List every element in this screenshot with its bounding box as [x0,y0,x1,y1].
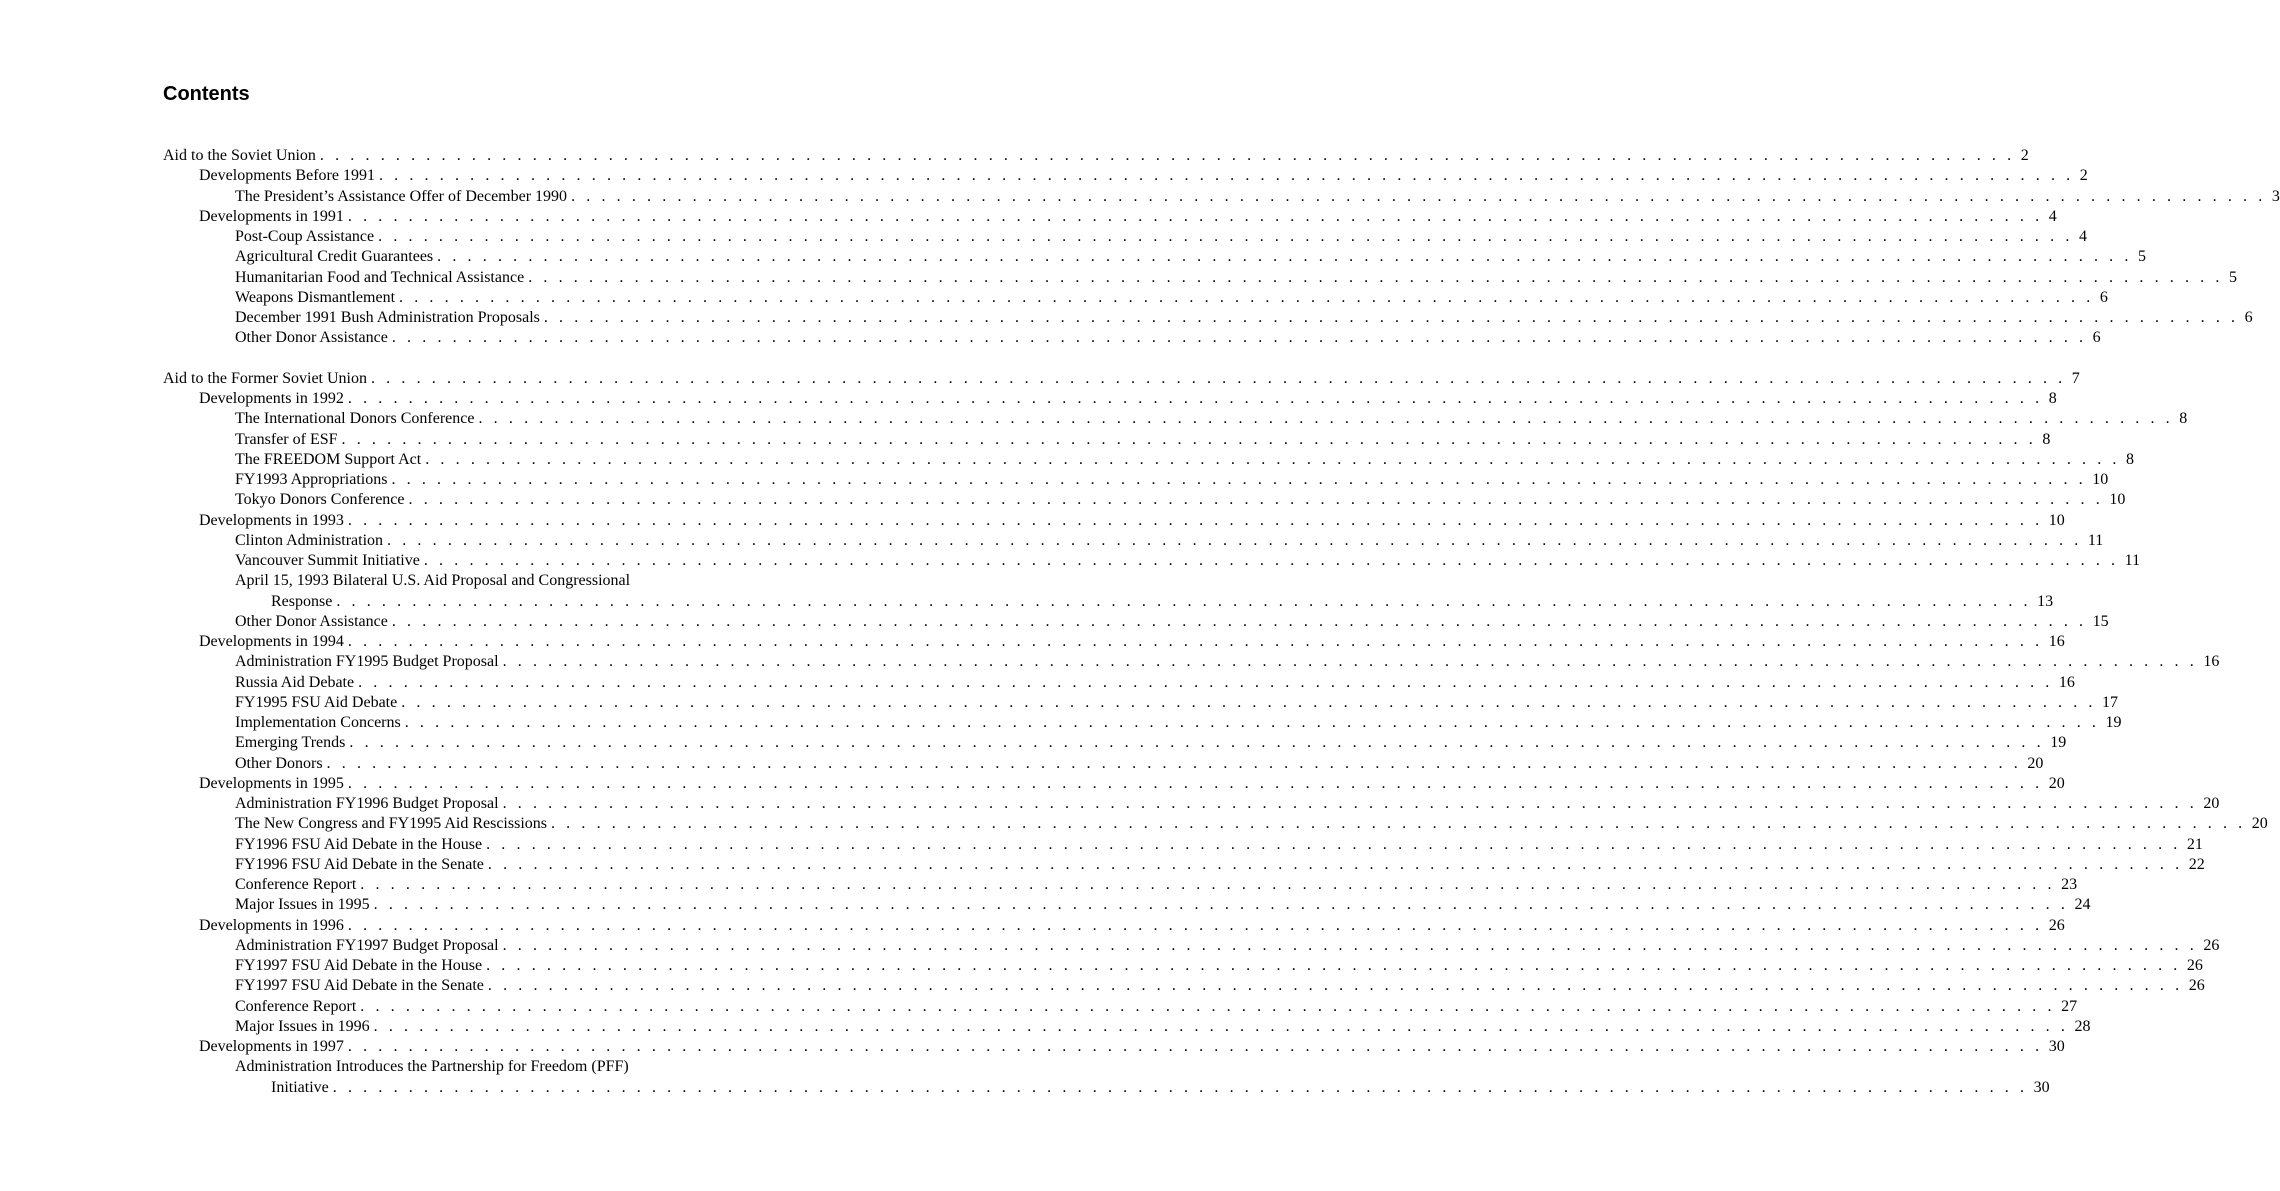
toc-page-number: 26 [2181,956,2203,976]
dot-leader: . . . . . . . . . . . . . . . . . . . . . . . . . . . . . . . . . . . . . . . . . . . . . . . . . . . . . . . . . . . . . . . . . . . . . . . . . . . . . . . . . . . . . . . . . . . . . . . . . . . . . . . . . . . . . . . . [487,855,2183,873]
toc-entry-title: Developments in 1997 [199,1037,348,1057]
toc-entry-title: Tokyo Donors Conference [235,490,409,510]
toc-entry-title: Conference Report [235,997,360,1017]
toc-page-number: 26 [2197,936,2219,956]
toc-entry-title: Transfer of ESF [235,430,342,450]
dot-leader: . . . . . . . . . . . . . . . . . . . . . . . . . . . . . . . . . . . . . . . . . . . . . . . . . . . . . . . . . . . . . . . . . . . . . . . . . . . . . . . . . . . . . . . . . . . . . . . . . . . . . . . . . . . . . . . . [332,1078,2028,1096]
toc-page-number: 3 [2266,187,2280,207]
dot-leader: . . . . . . . . . . . . . . . . . . . . . . . . . . . . . . . . . . . . . . . . . . . . . . . . . . . . . . . . . . . . . . . . . . . . . . . . . . . . . . . . . . . . . . . . . . . . . . . . . . . . . . . . . . . . . . . . [391,612,2087,630]
toc-entry[interactable] [0,369,2080,389]
toc-entry[interactable] [0,774,2065,794]
dot-leader: . . . . . . . . . . . . . . . . . . . . . . . . . . . . . . . . . . . . . . . . . . . . . . . . . . . . . . . . . . . . . . . . . . . . . . . . . . . . . . . . . . . . . . . . . . . . . . . . . . . . . . . . . . . . . . . . [319,147,2015,164]
dot-leader: . . . . . . . . . . . . . . . . . . . . . . . . . . . . . . . . . . . . . . . . . . . . . . . . . . . . . . . . . . . . . . . . . . . . . . . . . . . . . . . . . . . . . . . . . . . . . . . . . . . . . . . . . . . . . . . . [347,207,2043,225]
toc-page-number: 16 [2197,652,2219,672]
toc-entry[interactable] [0,288,2108,308]
dot-leader: . . . . . . . . . . . . . . . . . . . . . . . . . . . . . . . . . . . . . . . . . . . . . . . . . . . . . . . . . . . . . . . . . . . . . . . . . . . . . . . . . . . . . . . . . . . . . . . . . . . . . . . . . . . . . . . . [349,734,2045,752]
toc-entry[interactable] [0,571,920,591]
toc-page-number: 2 [2015,146,2029,166]
toc-entry-title: Emerging Trends [235,733,349,753]
dot-leader: . . . . . . . . . . . . . . . . . . . . . . . . . . . . . . . . . . . . . . . . . . . . . . . . . . . . . . . . . . . . . . . . . . . . . . . . . . . . . . . . . . . . . . . . . . . . . . . . . . . . . . . . . . . . . . . . [360,997,2056,1015]
toc-entry-title: Vancouver Summit Initiative [235,551,424,571]
dot-leader: . . . . . . . . . . . . . . . . . . . . . . . . . . . . . . . . . . . . . . . . . . . . . . . . . . . . . . . . . . . . . . . . . . . . . . . . . . . . . . . . . . . . . . . . . . . . . . . . . . . . . . . . . . . . . . . . [347,774,2043,792]
toc-entry[interactable] [0,1057,920,1077]
toc-page-number: 11 [2119,551,2140,571]
toc-entry-title: Initiative [271,1078,333,1098]
toc-page-number: 5 [2223,268,2237,288]
toc-page-number: 8 [2036,430,2050,450]
dot-leader: . . . . . . . . . . . . . . . . . . . . . . . . . . . . . . . . . . . . . . . . . . . . . . . . . . . . . . . . . . . . . . . . . . . . . . . . . . . . . . . . . . . . . . . . . . . . . . . . . . . . . . . . . . . . . . . . [404,714,2100,731]
dot-leader: . . . . . . . . . . . . . . . . . . . . . . . . . . . . . . . . . . . . . . . . . . . . . . . . . . . . . . . . . . . . . . . . . . . . . . . . . . . . . . . . . . . . . . . . . . . . . . . . . . . . . . . . . . . . . . . . [347,390,2043,407]
dot-leader: . . . . . . . . . . . . . . . . . . . . . . . . . . . . . . . . . . . . . . . . . . . . . . . . . . . . . . . . . . . . . . . . . . . . . . . . . . . . . . . . . . . . . . . . . . . . . . . . . . . . . . . . . . . . . . . . [399,288,2094,306]
dot-leader: . . . . . . . . . . . . . . . . . . . . . . . . . . . . . . . . . . . . . . . . . . . . . . . . . . . . . . . . . . . . . . . . . . . . . . . . . . . . . . . . . . . . . . . . . . . . . . . . . . . . . . . . . . . . . . . . [401,693,2097,711]
dot-leader: . . . . . . . . . . . . . . . . . . . . . . . . . . . . . . . . . . . . . . . . . . . . . . . . . . . . . . . . . . . . . . . . . . . . . . . . . . . . . . . . . . . . . . . . . . . . . . . . . . . . . . . . . . . . . . . . [571,187,2266,205]
dot-leader: . . . . . . . . . . . . . . . . . . . . . . . . . . . . . . . . . . . . . . . . . . . . . . . . . . . . . . . . . . . . . . . . . . . . . . . . . . . . . . . . . . . . . . . . . . . . . . . . . . . . . . . . . . . . . . . . [391,471,2087,488]
toc-entry[interactable] [0,430,2051,450]
toc-entry[interactable] [0,146,2029,166]
dot-leader: . . . . . . . . . . . . . . . . . . . . . . . . . . . . . . . . . . . . . . . . . . . . . . . . . . . . . . . . . . . . . . . . . . . . . . . . . . . . . . . . . . . . . . . . . . . . . . . . . . . . . . . . . . . . . . . . [502,795,2198,812]
dot-leader: . . . . . . . . . . . . . . . . . . . . . . . . . . . . . . . . . . . . . . . . . . . . . . . . . . . . . . . . . . . . . . . . . . . . . . . . . . . . . . . . . . . . . . . . . . . . . . . . . . . . . . . . . . . . . . . . [387,531,2082,549]
toc-entry-title: Post-Coup Assistance [235,227,378,247]
toc-page-number: 5 [2132,247,2146,267]
toc-entry[interactable] [0,835,2203,855]
toc-entry[interactable] [0,187,2280,207]
dot-leader: . . . . . . . . . . . . . . . . . . . . . . . . . . . . . . . . . . . . . . . . . . . . . . . . . . . . . . . . . . . . . . . . . . . . . . . . . . . . . . . . . . . . . . . . . . . . . . . . . . . . . . . . . . . . . . . . [486,957,2181,974]
toc-page-number: 10 [2086,470,2108,490]
dot-leader: . . . . . . . . . . . . . . . . . . . . . . . . . . . . . . . . . . . . . . . . . . . . . . . . . . . . . . . . . . . . . . . . . . . . . . . . . . . . . . . . . . . . . . . . . . . . . . . . . . . . . . . . . . . . . . . . [326,754,2022,772]
toc-page-number: 22 [2183,855,2205,875]
toc-page-number: 26 [2043,916,2065,936]
toc-entry-title: Response [271,592,336,612]
toc-page-number: 6 [2239,308,2253,328]
toc-entry[interactable] [0,754,2044,774]
toc-page-number: 19 [2100,713,2122,733]
toc-entry[interactable] [0,1078,2050,1098]
toc-entry[interactable] [0,531,2104,551]
toc-entry[interactable] [0,875,2078,895]
toc-page-number: 26 [2183,976,2205,996]
toc-entry-title: Developments in 1994 [199,632,348,652]
toc-entry[interactable] [0,936,2220,956]
toc-entry[interactable] [0,592,2054,612]
toc-entry[interactable] [0,916,2065,936]
dot-leader: . . . . . . . . . . . . . . . . . . . . . . . . . . . . . . . . . . . . . . . . . . . . . . . . . . . . . . . . . . . . . . . . . . . . . . . . . . . . . . . . . . . . . . . . . . . . . . . . . . . . . . . . . . . . . . . . [543,309,2239,326]
toc-entry[interactable] [0,450,2135,470]
toc-page-number: 8 [2120,450,2134,470]
toc-entry-title: Developments Before 1991 [199,166,379,186]
toc-page-number: 16 [2053,673,2075,693]
dot-leader: . . . . . . . . . . . . . . . . . . . . . . . . . . . . . . . . . . . . . . . . . . . . . . . . . . . . . . . . . . . . . . . . . . . . . . . . . . . . . . . . . . . . . . . . . . . . . . . . . . . . . . . . . . . . . . . . [502,653,2198,671]
toc-entry-title: Aid to the Soviet Union [163,146,320,166]
toc-entry-title: FY1997 FSU Aid Debate in the Senate [235,976,488,996]
toc-page-number: 23 [2055,875,2077,895]
dot-leader: . . . . . . . . . . . . . . . . . . . . . . . . . . . . . . . . . . . . . . . . . . . . . . . . . . . . . . . . . . . . . . . . . . . . . . . . . . . . . . . . . . . . . . . . . . . . . . . . . . . . . . . . . . . . . . . . [408,491,2104,509]
toc-entry[interactable] [0,855,2205,875]
toc-entry-title: December 1991 Bush Administration Proposals [235,308,544,328]
toc-entry-title: FY1995 FSU Aid Debate [235,693,401,713]
dot-leader: . . . . . . . . . . . . . . . . . . . . . . . . . . . . . . . . . . . . . . . . . . . . . . . . . . . . . . . . . . . . . . . . . . . . . . . . . . . . . . . . . . . . . . . . . . . . . . . . . . . . . . . . . . . . . . . . [347,511,2043,529]
toc-entry-title: Developments in 1995 [199,774,348,794]
toc-entry-title: The International Donors Conference [235,409,478,429]
table-of-contents [0,146,2280,1098]
toc-entry-title: Administration FY1995 Budget Proposal [235,652,503,672]
toc-page-number: 4 [2043,207,2057,227]
toc-page-number: 20 [2021,754,2043,774]
toc-entry-title: Other Donor Assistance [235,328,392,348]
dot-leader: . . . . . . . . . . . . . . . . . . . . . . . . . . . . . . . . . . . . . . . . . . . . . . . . . . . . . . . . . . . . . . . . . . . . . . . . . . . . . . . . . . . . . . . . . . . . . . . . . . . . . . . . . . . . . . . . [373,896,2069,914]
toc-entry-title: FY1993 Appropriations [235,470,391,490]
dot-leader: . . . . . . . . . . . . . . . . . . . . . . . . . . . . . . . . . . . . . . . . . . . . . . . . . . . . . . . . . . . . . . . . . . . . . . . . . . . . . . . . . . . . . . . . . . . . . . . . . . . . . . . . . . . . . . . . [487,977,2183,995]
toc-page-number: 19 [2044,733,2066,753]
dot-leader: . . . . . . . . . . . . . . . . . . . . . . . . . . . . . . . . . . . . . . . . . . . . . . . . . . . . . . . . . . . . . . . . . . . . . . . . . . . . . . . . . . . . . . . . . . . . . . . . . . . . . . . . . . . . . . . . [358,673,2053,691]
dot-leader: . . . . . . . . . . . . . . . . . . . . . . . . . . . . . . . . . . . . . . . . . . . . . . . . . . . . . . . . . . . . . . . . . . . . . . . . . . . . . . . . . . . . . . . . . . . . . . . . . . . . . . . . . . . . . . . . [347,633,2043,650]
toc-entry[interactable] [0,733,2067,753]
toc-page-number: 6 [2094,288,2108,308]
toc-entry[interactable] [0,1017,2091,1037]
dot-leader: . . . . . . . . . . . . . . . . . . . . . . . . . . . . . . . . . . . . . . . . . . . . . . . . . . . . . . . . . . . . . . . . . . . . . . . . . . . . . . . . . . . . . . . . . . . . . . . . . . . . . . . . . . . . . . . . [486,835,2181,853]
toc-page-number: 24 [2068,895,2090,915]
toc-page-number: 20 [2197,794,2219,814]
toc-entry-title: Humanitarian Food and Technical Assistance [235,268,528,288]
toc-page-number: 10 [2043,511,2065,531]
toc-entry[interactable] [0,997,2078,1017]
dot-leader: . . . . . . . . . . . . . . . . . . . . . . . . . . . . . . . . . . . . . . . . . . . . . . . . . . . . . . . . . . . . . . . . . . . . . . . . . . . . . . . . . . . . . . . . . . . . . . . . . . . . . . . . . . . . . . . . [502,936,2198,954]
toc-entry-title: FY1996 FSU Aid Debate in the House [235,835,486,855]
toc-entry-title: Weapons Dismantlement [235,288,399,308]
dot-leader: . . . . . . . . . . . . . . . . . . . . . . . . . . . . . . . . . . . . . . . . . . . . . . . . . . . . . . . . . . . . . . . . . . . . . . . . . . . . . . . . . . . . . . . . . . . . . . . . . . . . . . . . . . . . . . . . [347,1038,2043,1055]
toc-entry[interactable] [0,166,2088,186]
toc-page-number: 30 [2043,1037,2065,1057]
toc-page-number: 4 [2073,227,2087,247]
toc-entry-title: Administration Introduces the Partnership for Freedom (PFF) [235,1058,629,1076]
dot-leader: . . . . . . . . . . . . . . . . . . . . . . . . . . . . . . . . . . . . . . . . . . . . . . . . . . . . . . . . . . . . . . . . . . . . . . . . . . . . . . . . . . . . . . . . . . . . . . . . . . . . . . . . . . . . . . . . [391,329,2087,347]
dot-leader: . . . . . . . . . . . . . . . . . . . . . . . . . . . . . . . . . . . . . . . . . . . . . . . . . . . . . . . . . . . . . . . . . . . . . . . . . . . . . . . . . . . . . . . . . . . . . . . . . . . . . . . . . . . . . . . . [336,592,2032,610]
toc-entry-title: Other Donor Assistance [235,612,392,632]
toc-entry-title: Major Issues in 1996 [235,1017,374,1037]
toc-entry-title: The New Congress and FY1995 Aid Rescissions [235,814,551,834]
toc-entry-title: Agricultural Credit Guarantees [235,247,437,267]
toc-entry[interactable] [0,673,2075,693]
toc-entry[interactable] [0,713,2122,733]
contents-heading: Contents [163,83,250,105]
dot-leader: . . . . . . . . . . . . . . . . . . . . . . . . . . . . . . . . . . . . . . . . . . . . . . . . . . . . . . . . . . . . . . . . . . . . . . . . . . . . . . . . . . . . . . . . . . . . . . . . . . . . . . . . . . . . . . . . [347,916,2043,934]
toc-entry-title: Conference Report [235,875,360,895]
toc-page-number: 21 [2181,835,2203,855]
dot-leader: . . . . . . . . . . . . . . . . . . . . . . . . . . . . . . . . . . . . . . . . . . . . . . . . . . . . . . . . . . . . . . . . . . . . . . . . . . . . . . . . . . . . . . . . . . . . . . . . . . . . . . . . . . . . . . . . [360,876,2056,893]
toc-entry-title: Russia Aid Debate [235,673,358,693]
toc-page-number: 17 [2096,693,2118,713]
toc-entry-title: Major Issues in 1995 [235,895,374,915]
toc-entry-title: April 15, 1993 Bilateral U.S. Aid Proposal and Congressional [235,572,631,590]
dot-leader: . . . . . . . . . . . . . . . . . . . . . . . . . . . . . . . . . . . . . . . . . . . . . . . . . . . . . . . . . . . . . . . . . . . . . . . . . . . . . . . . . . . . . . . . . . . . . . . . . . . . . . . . . . . . . . . . [528,268,2223,286]
toc-page-number: 30 [2028,1078,2050,1098]
toc-page-number: 13 [2031,592,2053,612]
toc-page-number: 6 [2087,328,2101,348]
dot-leader: . . . . . . . . . . . . . . . . . . . . . . . . . . . . . . . . . . . . . . . . . . . . . . . . . . . . . . . . . . . . . . . . . . . . . . . . . . . . . . . . . . . . . . . . . . . . . . . . . . . . . . . . . . . . . . . . [425,450,2121,468]
toc-entry-title: Administration FY1996 Budget Proposal [235,794,503,814]
toc-entry[interactable] [0,652,2220,672]
toc-entry[interactable] [0,470,2109,490]
toc-entry-title: Developments in 1996 [199,916,348,936]
toc-entry[interactable] [0,409,2188,429]
dot-leader: . . . . . . . . . . . . . . . . . . . . . . . . . . . . . . . . . . . . . . . . . . . . . . . . . . . . . . . . . . . . . . . . . . . . . . . . . . . . . . . . . . . . . . . . . . . . . . . . . . . . . . . . . . . . . . . . [378,167,2074,185]
dot-leader: . . . . . . . . . . . . . . . . . . . . . . . . . . . . . . . . . . . . . . . . . . . . . . . . . . . . . . . . . . . . . . . . . . . . . . . . . . . . . . . . . . . . . . . . . . . . . . . . . . . . . . . . . . . . . . . . [437,248,2132,266]
toc-page-number: 8 [2173,409,2187,429]
toc-entry[interactable] [0,612,2109,632]
toc-entry[interactable] [0,693,2119,713]
toc-entry[interactable] [0,308,2253,328]
toc-entry[interactable] [0,814,2268,834]
dot-leader: . . . . . . . . . . . . . . . . . . . . . . . . . . . . . . . . . . . . . . . . . . . . . . . . . . . . . . . . . . . . . . . . . . . . . . . . . . . . . . . . . . . . . . . . . . . . . . . . . . . . . . . . . . . . . . . . [478,410,2174,428]
toc-entry[interactable] [0,895,2091,915]
toc-entry[interactable] [0,268,2237,288]
dot-leader: . . . . . . . . . . . . . . . . . . . . . . . . . . . . . . . . . . . . . . . . . . . . . . . . . . . . . . . . . . . . . . . . . . . . . . . . . . . . . . . . . . . . . . . . . . . . . . . . . . . . . . . . . . . . . . . . [423,552,2119,569]
toc-entry-title: Other Donors [235,754,327,774]
toc-page-number: 20 [2043,774,2065,794]
toc-entry-title: Developments in 1993 [199,511,348,531]
toc-entry-title: FY1997 FSU Aid Debate in the House [235,956,486,976]
toc-entry[interactable] [0,328,2101,348]
toc-page-number: 27 [2055,997,2077,1017]
toc-entry-title: FY1996 FSU Aid Debate in the Senate [235,855,488,875]
toc-entry[interactable] [0,511,2065,531]
dot-leader: . . . . . . . . . . . . . . . . . . . . . . . . . . . . . . . . . . . . . . . . . . . . . . . . . . . . . . . . . . . . . . . . . . . . . . . . . . . . . . . . . . . . . . . . . . . . . . . . . . . . . . . . . . . . . . . . [370,369,2066,387]
toc-page-number: 10 [2103,490,2125,510]
toc-page-number: 16 [2043,632,2065,652]
toc-entry-title: Administration FY1997 Budget Proposal [235,936,503,956]
toc-page-number: 11 [2082,531,2103,551]
dot-leader: . . . . . . . . . . . . . . . . . . . . . . . . . . . . . . . . . . . . . . . . . . . . . . . . . . . . . . . . . . . . . . . . . . . . . . . . . . . . . . . . . . . . . . . . . . . . . . . . . . . . . . . . . . . . . . . . [378,228,2073,245]
dot-leader: . . . . . . . . . . . . . . . . . . . . . . . . . . . . . . . . . . . . . . . . . . . . . . . . . . . . . . . . . . . . . . . . . . . . . . . . . . . . . . . . . . . . . . . . . . . . . . . . . . . . . . . . . . . . . . . . [341,430,2037,448]
toc-entry[interactable] [0,551,2141,571]
toc-entry[interactable] [0,976,2205,996]
dot-leader: . . . . . . . . . . . . . . . . . . . . . . . . . . . . . . . . . . . . . . . . . . . . . . . . . . . . . . . . . . . . . . . . . . . . . . . . . . . . . . . . . . . . . . . . . . . . . . . . . . . . . . . . . . . . . . . . [373,1017,2069,1035]
toc-entry[interactable] [0,389,2057,409]
toc-entry[interactable] [0,794,2220,814]
toc-entry[interactable] [0,956,2203,976]
toc-entry-title: Developments in 1992 [199,389,348,409]
toc-page-number: 28 [2068,1017,2090,1037]
toc-entry[interactable] [0,247,2146,267]
toc-page-number: 15 [2087,612,2109,632]
toc-page-number: 7 [2066,369,2080,389]
dot-leader: . . . . . . . . . . . . . . . . . . . . . . . . . . . . . . . . . . . . . . . . . . . . . . . . . . . . . . . . . . . . . . . . . . . . . . . . . . . . . . . . . . . . . . . . . . . . . . . . . . . . . . . . . . . . . . . . [550,815,2246,833]
toc-entry-title: Developments in 1991 [199,207,348,227]
toc-entry[interactable] [0,490,2126,510]
toc-entry-title: The President’s Assistance Offer of December 1990 [235,187,571,207]
toc-entry[interactable] [0,632,2065,652]
toc-entry[interactable] [0,207,2057,227]
toc-page-number: 8 [2043,389,2057,409]
toc-page-number: 20 [2246,814,2268,834]
toc-entry[interactable] [0,227,2087,247]
toc-page-number: 2 [2074,166,2088,186]
toc-entry-title: Implementation Concerns [235,713,405,733]
toc-entry-title: The FREEDOM Support Act [235,450,425,470]
toc-entry[interactable] [0,1037,2065,1057]
toc-entry-title: Aid to the Former Soviet Union [163,369,371,389]
toc-entry-title: Clinton Administration [235,531,387,551]
